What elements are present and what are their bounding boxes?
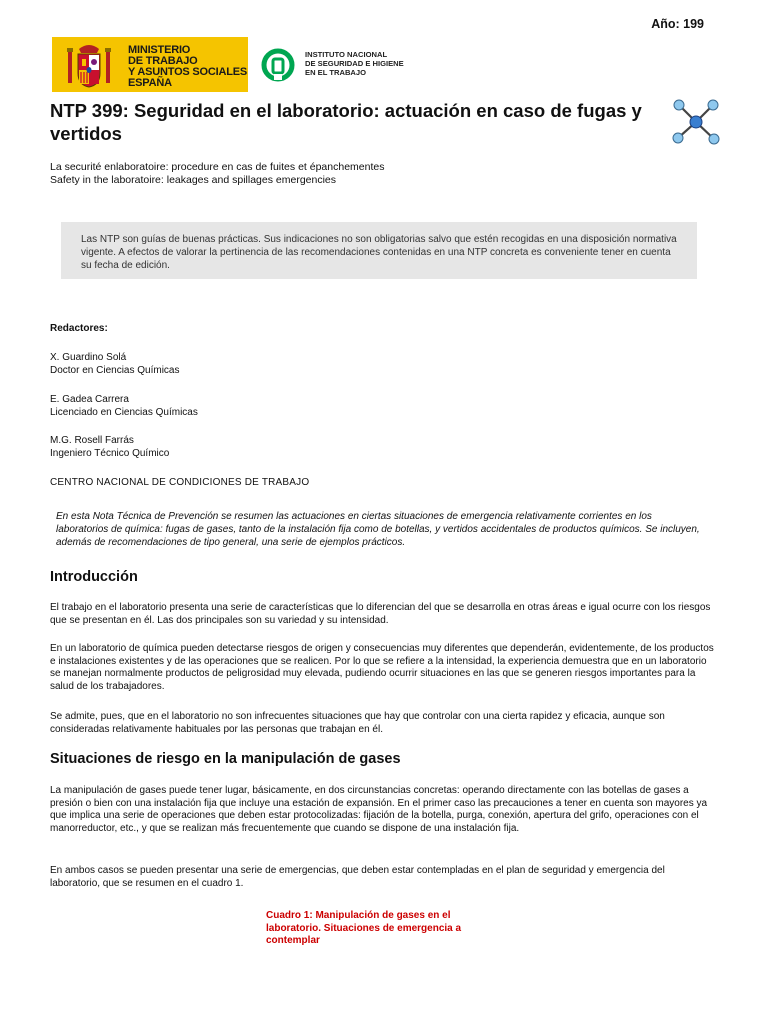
author-name: E. Gadea Carrera: [50, 394, 129, 405]
author-degree: Licenciado en Ciencias Químicas: [50, 407, 198, 418]
redactores-label: Redactores:: [50, 323, 108, 334]
insht-name: INSTITUTO NACIONAL DE SEGURIDAD E HIGIENE EN EL TRABAJO: [305, 50, 404, 77]
paragraph: La manipulación de gases puede tener lugar, básicamente, en dos circunstancias concretas: operando directamente con las botellas de gases a presión o bien con una instalación fija que incluye una estación de expansión. En el primer caso las precauciones a tener en cuenta son mayores ya que implica una serie de operaciones que deben estar protocolizadas: fijación de la botella, purga, conexión, apertura del grifo, operaciones con el manorreductor, etc., y que se realizan más frecuentemente que cuando se dispone de una instalación fija.: [50, 785, 708, 835]
paragraph: En un laboratorio de química pueden detectarse riesgos de origen y consecuencias muy diferentes que dependerán, evidentemente, de los productos e instalaciones existentes y de las operaciones que se realicen. Por lo que se refiere a la intensidad, la experiencia demuestra que en un laboratorio se manejan normalmente productos de peligrosidad muy elevada, pudiendo ocurrir situaciones en las que se generen riesgos importantes para la salud de los trabajadores.: [50, 643, 714, 693]
subtitle-en: Safety in the laboratoire: leakages and spillages emergencies: [50, 174, 337, 186]
paragraph: Se admite, pues, que en el laboratorio no son infrecuentes situaciones que hay que controlar con una cierta rapidez y eficacia, aunque son consideradas relativamente habituales por las personas que trabajan en él.: [50, 711, 665, 735]
section-heading-gases: Situaciones de riesgo en la manipulación de gases: [50, 751, 401, 767]
year-label: Año: 199: [651, 17, 704, 31]
insht-logo: [253, 42, 413, 88]
notice-box: [61, 222, 697, 279]
abstract: En esta Nota Técnica de Prevención se resumen las actuaciones en ciertas situaciones de emergencia relativamente corrientes en los laboratorios de química: fugas de gases, tanto de la instalación fija como de botellas, y vertidos accidentales de productos químicos. Se incluyen, además de recomendaciones de tipo general, una serie de ejemplos prácticos.: [56, 511, 700, 548]
subtitles: [50, 161, 384, 187]
subtitle-fr: La securité enlaboratoire: procedure en cas de fuites et épanchementes: [50, 161, 385, 173]
author-entry: [50, 434, 169, 460]
author-degree: Ingeniero Técnico Químico: [50, 448, 170, 459]
ministry-name: MINISTERIO DE TRABAJO Y ASUNTOS SOCIALES ESPAÑA: [128, 44, 248, 89]
author-entry: [50, 351, 180, 377]
author-degree: Doctor en Ciencias Químicas: [50, 365, 180, 376]
paragraph: El trabajo en el laboratorio presenta una serie de características que lo diferencian del que se desarrolla en otras áreas e igual ocurre con los riesgos que se presentan en él. Las dos principales son su variedad y su intensidad.: [50, 602, 711, 626]
paragraph: En ambos casos se pueden presentar una serie de emergencias, que deben estar contempladas en el plan de seguridad y emergencia del laboratorio, que se resumen en el cuadro 1.: [50, 865, 665, 889]
center-name: CENTRO NACIONAL DE CONDICIONES DE TRABAJO: [50, 477, 310, 488]
notice-text: Las NTP son guías de buenas prácticas. Sus indicaciones no son obligatorias salvo que estén recogidas en una disposición normativa vigente. A efectos de valorar la pertinencia de las recomendaciones contenidas en una NTP concreta es conveniente tener en cuenta su fecha de edición.: [81, 234, 677, 271]
author-name: M.G. Rosell Farrás: [50, 435, 134, 446]
document-title: NTP 399: Seguridad en el laboratorio: actuación en caso de fugas y vertidos: [50, 100, 642, 144]
author-entry: [50, 393, 198, 419]
ministry-logo: [52, 37, 248, 92]
section-heading-introduccion: Introducción: [50, 569, 138, 585]
molecule-icon: [670, 96, 722, 148]
author-name: X. Guardino Solá: [50, 352, 127, 363]
coat-of-arms-icon: [66, 41, 112, 89]
table-caption: Cuadro 1: Manipulación de gases en el laboratorio. Situaciones de emergencia a contemplar: [266, 910, 462, 946]
insht-mark-icon: [261, 48, 295, 82]
